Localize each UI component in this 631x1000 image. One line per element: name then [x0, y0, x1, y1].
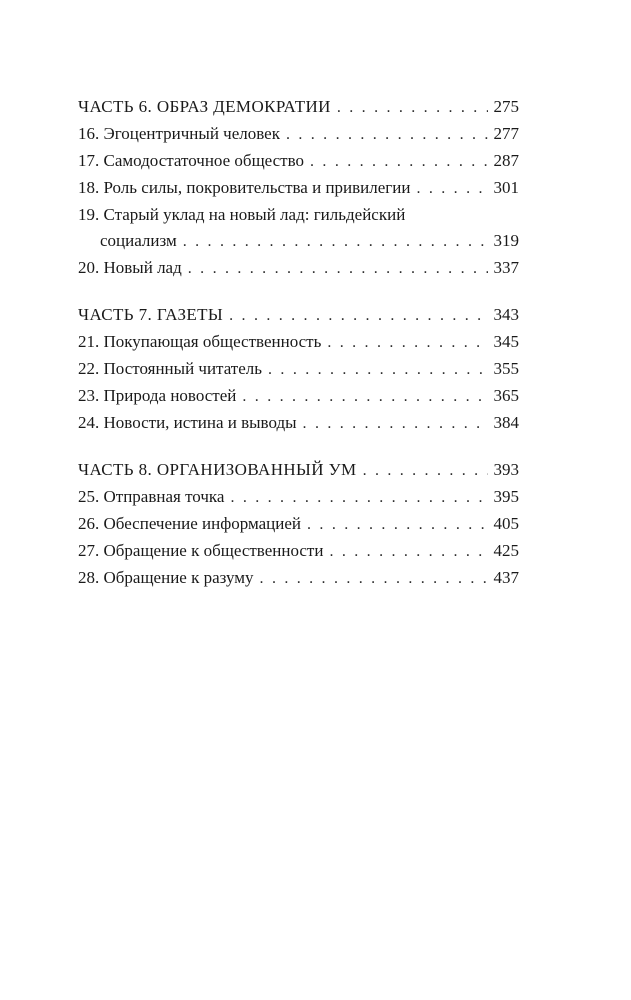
part-title: ЧАСТЬ 6. ОБРАЗ ДЕМОКРАТИИ — [78, 97, 331, 116]
chapter-title: 23. Природа новостей — [78, 386, 237, 405]
toc-chapter-entry[interactable] — [78, 538, 519, 565]
toc-chapter-continuation — [78, 228, 519, 255]
page-number: 345 — [493, 332, 519, 351]
part-title: ЧАСТЬ 8. ОРГАНИЗОВАННЫЙ УМ — [78, 460, 357, 479]
toc-part-heading[interactable] — [78, 94, 519, 121]
chapter-title: 17. Самодостаточное общество — [78, 151, 305, 170]
page-number: 301 — [493, 178, 519, 197]
table-of-contents — [78, 94, 519, 612]
page-number: 395 — [493, 487, 519, 506]
chapter-title-line-2: социализм — [100, 231, 177, 250]
chapter-title-line-1: 19. Старый уклад на новый лад: гильдейский — [78, 205, 406, 224]
chapter-title: 25. Отправная точка — [78, 487, 225, 506]
chapter-title: 20. Новый лад — [78, 258, 182, 277]
page-number: 365 — [493, 386, 519, 405]
dot-leader — [416, 176, 487, 202]
dot-leader — [286, 122, 488, 148]
toc-part-6 — [78, 94, 519, 282]
page-number: 275 — [493, 97, 519, 116]
toc-chapter-entry[interactable] — [78, 511, 519, 538]
dot-leader — [229, 303, 487, 329]
toc-part-heading[interactable] — [78, 302, 519, 329]
toc-chapter-entry[interactable] — [78, 356, 519, 383]
chapter-title: 18. Роль силы, покровительства и привилегии — [78, 178, 411, 197]
dot-leader — [268, 357, 487, 383]
page-number: 405 — [493, 514, 519, 533]
toc-chapter-entry[interactable] — [78, 121, 519, 148]
toc-chapter-entry[interactable] — [78, 175, 519, 202]
chapter-title: 16. Эгоцентричный человек — [78, 124, 280, 143]
chapter-title: 21. Покупающая общественность — [78, 332, 322, 351]
chapter-title: 28. Обращение к разуму — [78, 568, 254, 587]
toc-chapter-entry[interactable] — [78, 484, 519, 511]
chapter-title: 26. Обеспечение информацией — [78, 514, 302, 533]
page-number: 277 — [493, 124, 519, 143]
page-number: 343 — [493, 305, 519, 324]
dot-leader — [230, 485, 487, 511]
page-number: 287 — [493, 151, 519, 170]
dot-leader — [310, 149, 487, 175]
dot-leader — [303, 411, 488, 437]
toc-chapter-entry[interactable] — [78, 410, 519, 437]
dot-leader — [363, 458, 488, 484]
dot-leader — [327, 330, 487, 356]
chapter-title: 24. Новости, истина и выводы — [78, 413, 297, 432]
part-title: ЧАСТЬ 7. ГАЗЕТЫ — [78, 305, 224, 324]
page-number: 319 — [493, 231, 519, 250]
page-number: 393 — [493, 460, 519, 479]
toc-chapter-entry[interactable] — [78, 329, 519, 356]
dot-leader — [337, 95, 488, 121]
page-number: 425 — [493, 541, 519, 560]
page-number: 355 — [493, 359, 519, 378]
toc-chapter-entry-multiline[interactable] — [78, 202, 519, 255]
dot-leader — [260, 566, 488, 592]
page-number: 337 — [493, 258, 519, 277]
toc-part-heading[interactable] — [78, 457, 519, 484]
toc-chapter-entry[interactable] — [78, 383, 519, 410]
page-number: 384 — [493, 413, 519, 432]
dot-leader — [188, 256, 488, 282]
dot-leader — [183, 229, 488, 255]
toc-part-7 — [78, 302, 519, 437]
toc-part-8 — [78, 457, 519, 592]
dot-leader — [329, 539, 487, 565]
toc-chapter-entry[interactable] — [78, 148, 519, 175]
chapter-title: 22. Постоянный читатель — [78, 359, 263, 378]
dot-leader — [242, 384, 487, 410]
toc-chapter-entry[interactable] — [78, 565, 519, 592]
chapter-title: 27. Обращение к общественности — [78, 541, 324, 560]
dot-leader — [307, 512, 487, 538]
page-number: 437 — [493, 568, 519, 587]
toc-chapter-entry[interactable] — [78, 255, 519, 282]
